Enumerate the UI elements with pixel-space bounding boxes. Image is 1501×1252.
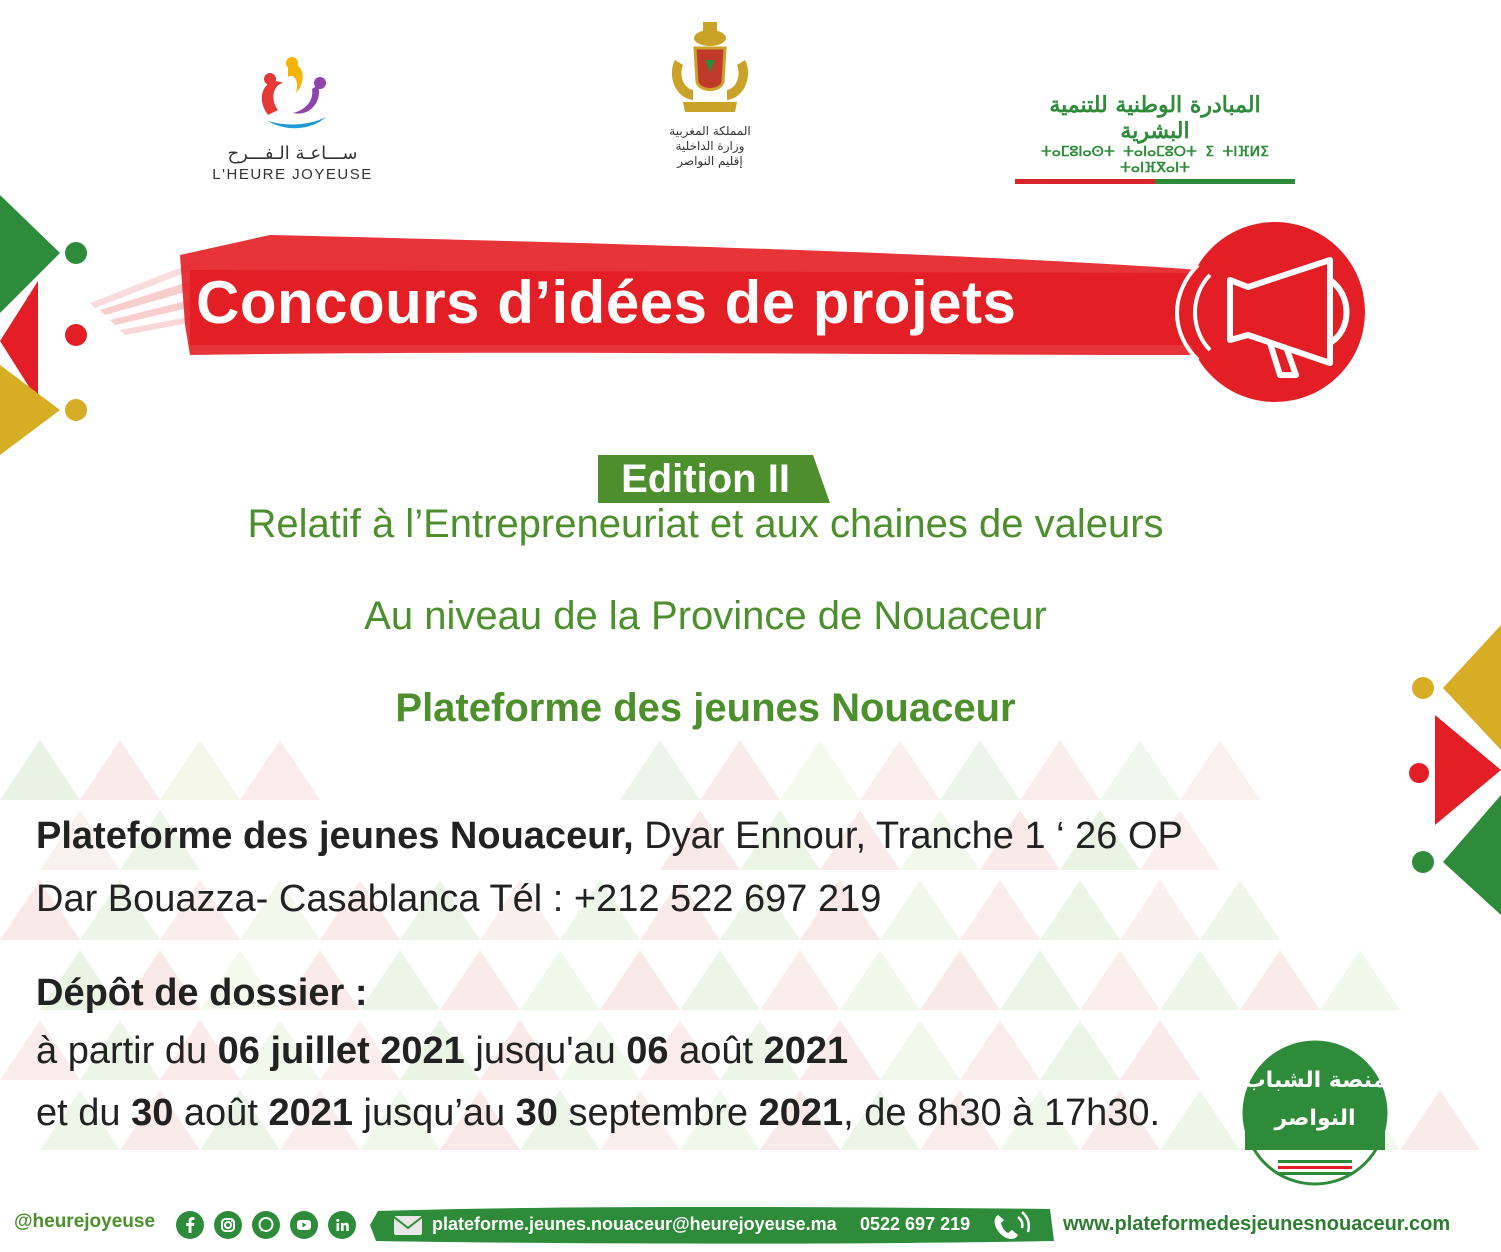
indh-tifinagh: ⵜⴰⵎⵓⵏⴰⵙⵜ ⵜⴰⵏⴰⵎⵓⵔⵜ ⵉ ⵜⵏⴼⵍⵉ ⵜⴰⵏⴼⴳⴰⵏⵜ [1041, 144, 1269, 176]
edition-label: Edition II [621, 457, 790, 501]
envelope-icon [394, 1216, 422, 1235]
heure-joyeuse-arabic: ســـاعـة الـفـــرح [227, 143, 358, 164]
platform-arabic-1: منصة الشباب [1243, 1068, 1387, 1093]
indh-logo [1015, 92, 1295, 176]
heure-joyeuse-emblem-icon [248, 55, 338, 135]
coat-of-arms-icon [665, 20, 755, 120]
royaume-line1: المملكة المغربية [669, 124, 751, 138]
heure-joyeuse-logo [205, 55, 380, 195]
whatsapp-icon[interactable] [252, 1211, 280, 1239]
contact-email[interactable]: plateforme.jeunes.nouaceur@heurejoyeuse.ma [432, 1214, 837, 1234]
contact-phone[interactable]: 0522 697 219 [860, 1214, 971, 1234]
address-street: Dyar Ennour, Tranche 1 ‘ 26 OP [633, 815, 1183, 857]
royaume-line3: إقليم النواصر [677, 154, 743, 168]
address-line-1 [36, 815, 1183, 858]
depot-dates-line-1: à partir du 06 juillet 2021 jusqu'au 06 août 2021 [36, 1030, 849, 1072]
royaume-line2: وزارة الداخلية [675, 139, 745, 153]
youtube-icon[interactable] [290, 1211, 318, 1239]
depot-dates-line-2: et du 30 août 2021 jusqu’au 30 septembre 2021, de 8h30 à 17h30. [36, 1092, 1161, 1134]
subtitle-entrepreneuriat: Relatif à l’Entrepreneuriat et aux chaines de valeurs [247, 502, 1164, 546]
platform-jeunes-logo [1240, 1032, 1390, 1194]
instagram-icon[interactable] [214, 1211, 242, 1239]
platform-arabic-2: النواصر [1274, 1106, 1356, 1131]
subtitle-province: Au niveau de la Province de Nouaceur [364, 594, 1047, 638]
royaume-emblem-logo [650, 20, 770, 180]
indh-arabic: المبادرة الوطنية للتنمية البشرية [1049, 92, 1261, 144]
facebook-icon[interactable] [176, 1211, 204, 1239]
heure-joyeuse-french: L'HEURE JOYEUSE [212, 166, 373, 183]
banner-title: Concours d’idées de projets [196, 269, 1017, 336]
indh-flag-stripe [1015, 179, 1295, 184]
website-link[interactable]: www.plateformedesjeunesnouaceur.com [1063, 1213, 1451, 1235]
depot-title: Dépôt de dossier : [36, 972, 368, 1014]
address-line-2: Dar Bouazza- Casablanca Tél : +212 522 697 219 [36, 878, 882, 920]
subtitle-platform: Plateforme des jeunes Nouaceur [395, 686, 1016, 730]
linkedin-icon[interactable] [328, 1211, 356, 1239]
address-name: Plateforme des jeunes Nouaceur, [36, 815, 634, 857]
right-decoration [1405, 625, 1501, 915]
social-handle[interactable]: @heurejoyeuse [14, 1211, 156, 1232]
left-decoration [0, 195, 100, 455]
